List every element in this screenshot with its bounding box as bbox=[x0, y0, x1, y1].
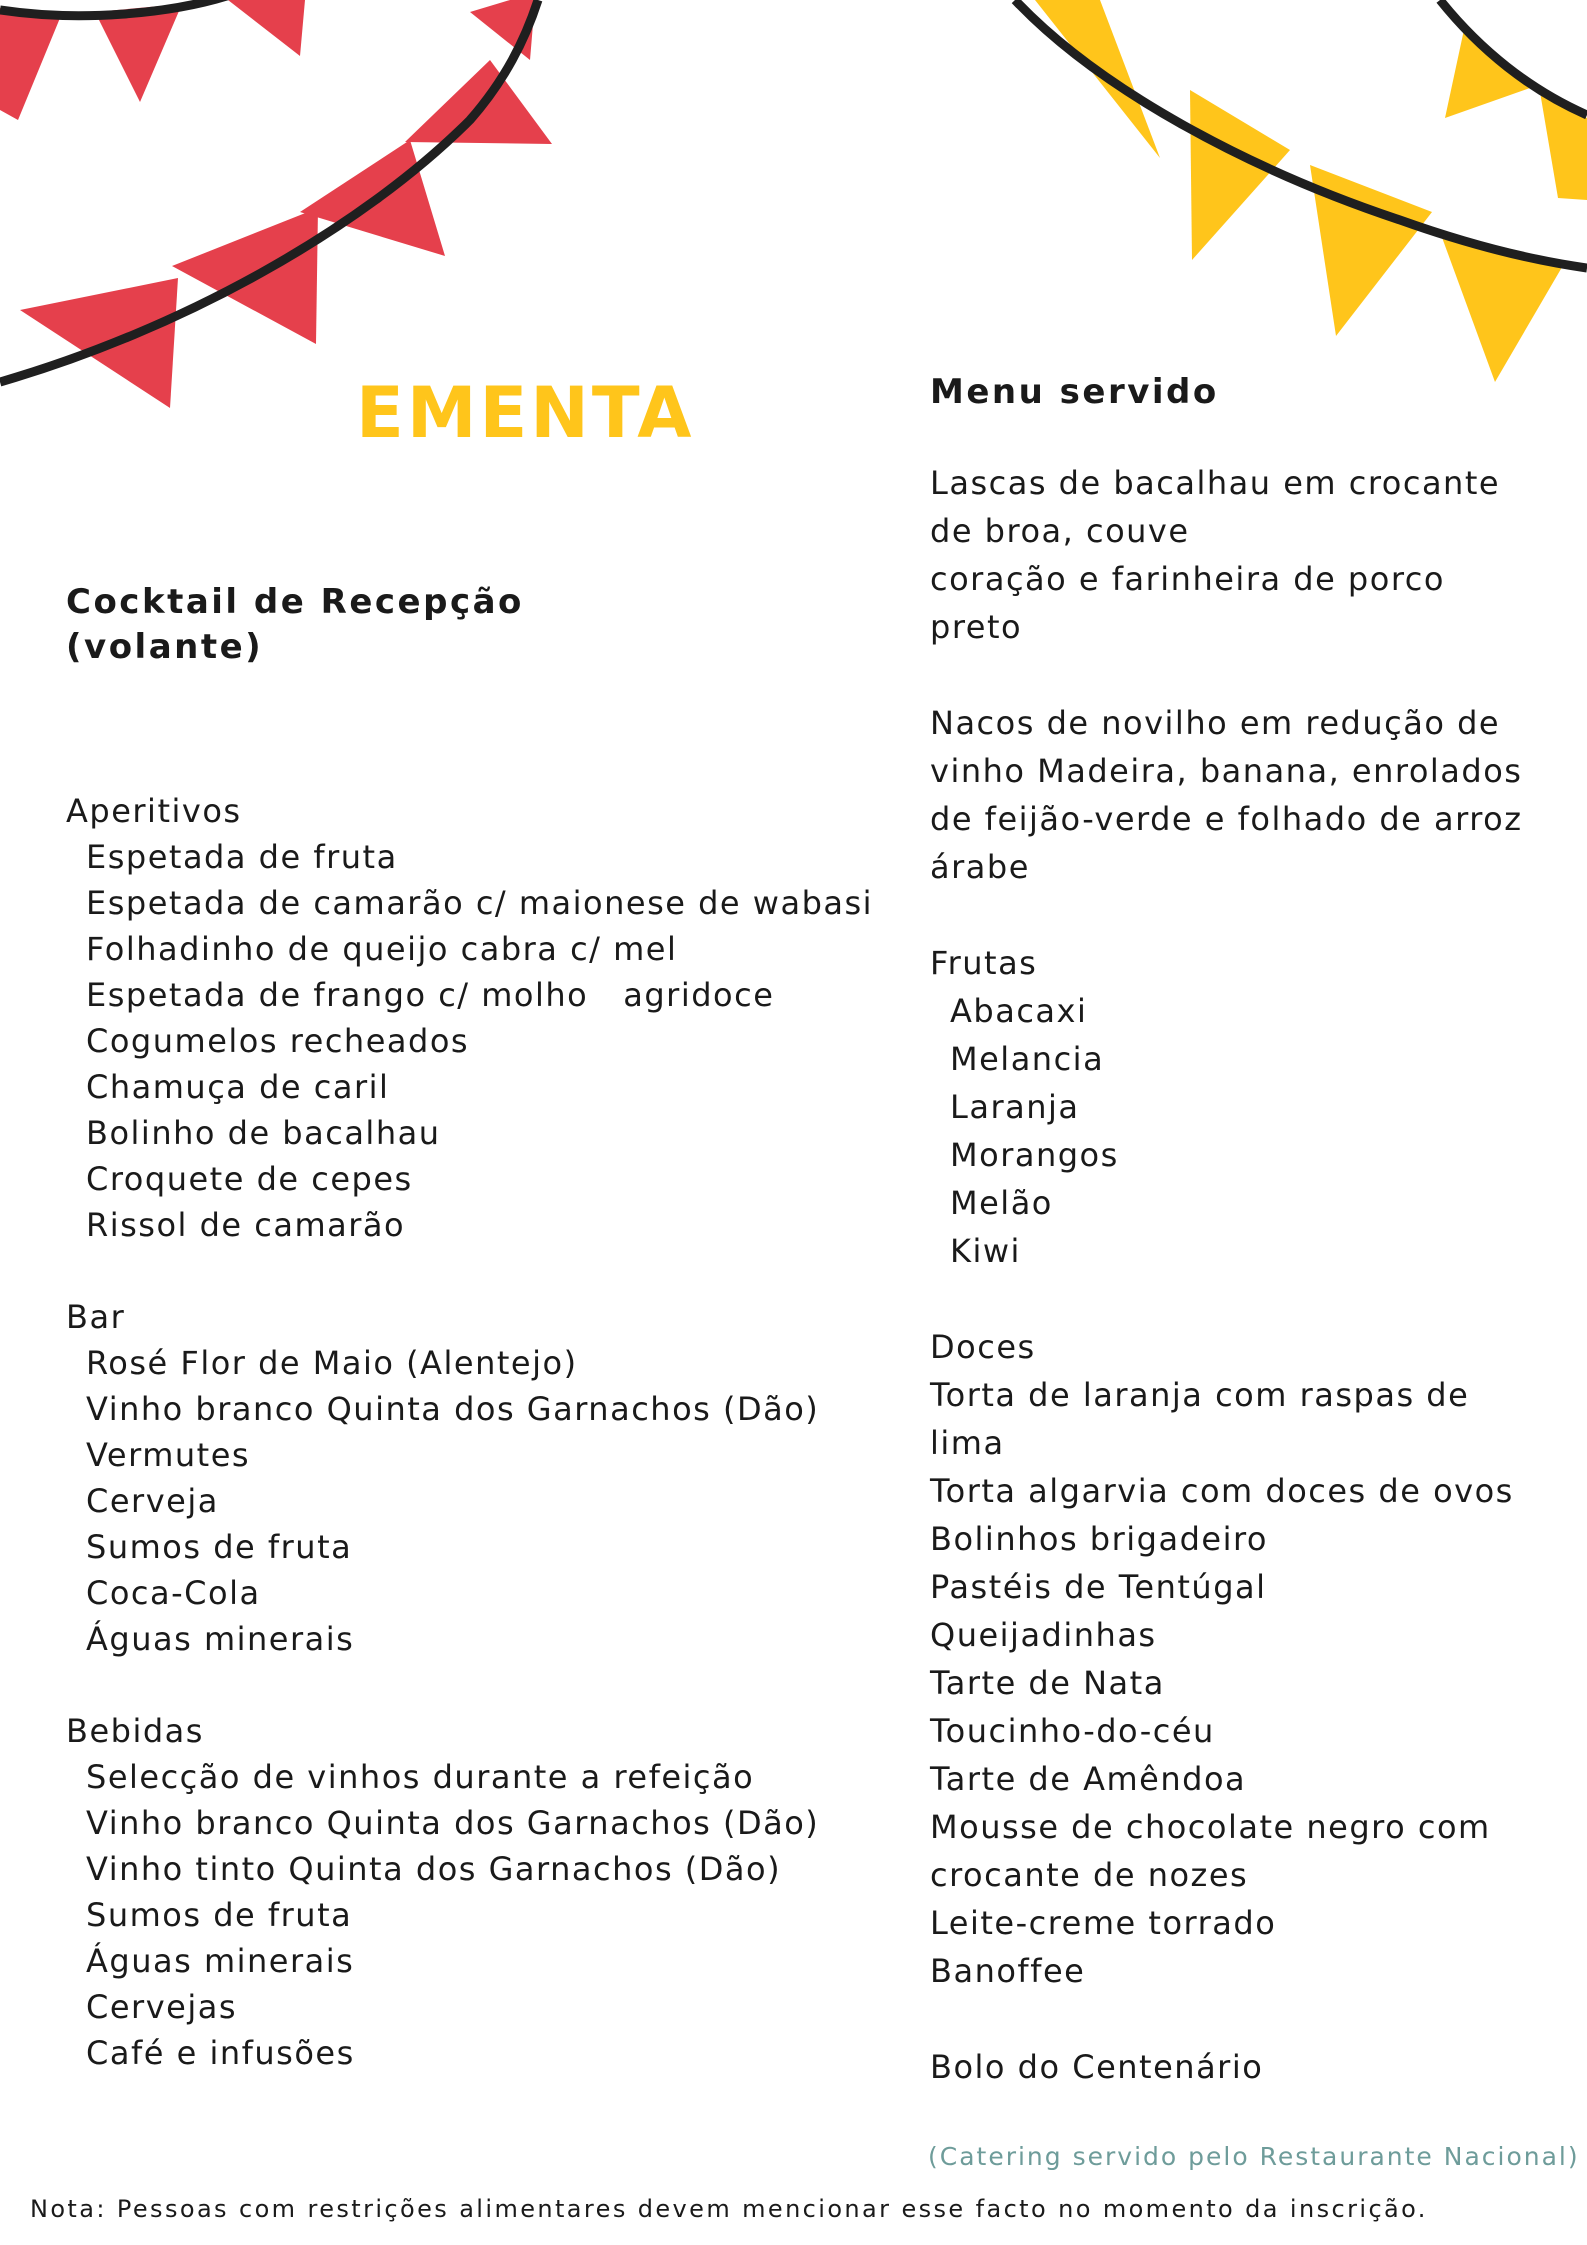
list-item: Melão bbox=[950, 1184, 1053, 1222]
spacer bbox=[66, 1662, 886, 1708]
list-item: Águas minerais bbox=[86, 1620, 355, 1658]
cake-item: Bolo do Centenário bbox=[930, 2048, 1264, 2086]
list-item: Espetada de camarão c/ maionese de wabasi bbox=[86, 884, 874, 922]
group-label-bebidas: Bebidas bbox=[66, 1712, 204, 1750]
list-item: Águas minerais bbox=[86, 1942, 355, 1980]
list-item: Chamuça de caril bbox=[86, 1068, 390, 1106]
list-item: Vinho branco Quinta dos Garnachos (Dão) bbox=[86, 1804, 820, 1842]
list-item: Selecção de vinhos durante a refeição bbox=[86, 1758, 755, 1796]
list-item: Espetada de frango c/ molho agridoce bbox=[86, 976, 775, 1014]
group-label-frutas: Frutas bbox=[930, 944, 1038, 982]
group-label-bar: Bar bbox=[66, 1298, 126, 1336]
list-item: Kiwi bbox=[950, 1232, 1021, 1270]
spacer bbox=[930, 891, 1570, 939]
cocktail-heading-line2: (volante) bbox=[66, 627, 264, 667]
red-bunting-top bbox=[0, 0, 305, 120]
page-title: EMENTA bbox=[356, 372, 695, 454]
menu-section bbox=[930, 370, 1570, 2091]
list-item: Folhadinho de queijo cabra c/ mel bbox=[86, 930, 678, 968]
list-item: Cerveja bbox=[86, 1482, 219, 1520]
list-item: Rissol de camarão bbox=[86, 1206, 406, 1244]
list-item: Sumos de fruta bbox=[86, 1528, 353, 1566]
cocktail-heading bbox=[66, 580, 886, 670]
list-item: Torta de laranja com raspas de bbox=[930, 1376, 1470, 1414]
list-item: lima bbox=[930, 1424, 1005, 1462]
list-item: Bolinho de bacalhau bbox=[86, 1114, 441, 1152]
list-item: Laranja bbox=[950, 1088, 1080, 1126]
dish-line: árabe bbox=[930, 848, 1030, 886]
list-item: Espetada de fruta bbox=[86, 838, 398, 876]
list-item: Morangos bbox=[950, 1136, 1119, 1174]
catering-credit: (Catering servido pelo Restaurante Nacional) bbox=[928, 2142, 1580, 2171]
dietary-note: Nota: Pessoas com restrições alimentares devem mencionar esse facto no momento da inscrição. bbox=[30, 2195, 1428, 2223]
list-item: Mousse de chocolate negro com bbox=[930, 1808, 1491, 1846]
list-item: Rosé Flor de Maio (Alentejo) bbox=[86, 1344, 578, 1382]
list-item: Vinho tinto Quinta dos Garnachos (Dão) bbox=[86, 1850, 782, 1888]
list-item: Torta algarvia com doces de ovos bbox=[930, 1472, 1514, 1510]
yellow-bunting-top bbox=[1440, 0, 1587, 200]
dish-line: preto bbox=[930, 608, 1023, 646]
spacer bbox=[930, 1275, 1570, 1323]
list-item: Leite-creme torrado bbox=[930, 1904, 1277, 1942]
list-item: Pastéis de Tentúgal bbox=[930, 1568, 1267, 1606]
list-item: Vinho branco Quinta dos Garnachos (Dão) bbox=[86, 1390, 820, 1428]
bunting-decoration bbox=[0, 0, 1587, 420]
list-item: Queijadinhas bbox=[930, 1616, 1157, 1654]
list-item: Bolinhos brigadeiro bbox=[930, 1520, 1268, 1558]
list-item: Cervejas bbox=[86, 1988, 237, 2026]
list-item: Cogumelos recheados bbox=[86, 1022, 470, 1060]
spacer bbox=[66, 1248, 886, 1294]
list-item: crocante de nozes bbox=[930, 1856, 1249, 1894]
cocktail-heading-line1: Cocktail de Recepção bbox=[66, 582, 524, 622]
group-label-aperitivos: Aperitivos bbox=[66, 792, 242, 830]
menu-list bbox=[930, 459, 1570, 2091]
menu-heading: Menu servido bbox=[930, 372, 1219, 412]
list-item: Toucinho-do-céu bbox=[930, 1712, 1215, 1750]
spacer bbox=[930, 651, 1570, 699]
group-label-doces: Doces bbox=[930, 1328, 1036, 1366]
dish-line: coração e farinheira de porco bbox=[930, 560, 1445, 598]
red-bunting-main bbox=[0, 0, 552, 408]
list-item: Vermutes bbox=[86, 1436, 251, 1474]
list-item: Abacaxi bbox=[950, 992, 1088, 1030]
spacer bbox=[930, 1995, 1570, 2043]
list-item: Café e infusões bbox=[86, 2034, 355, 2072]
cocktail-list bbox=[66, 788, 886, 2076]
dish-line: Lascas de bacalhau em crocante bbox=[930, 464, 1501, 502]
cocktail-section bbox=[66, 580, 886, 2076]
dish-line: vinho Madeira, banana, enrolados bbox=[930, 752, 1523, 790]
list-item: Banoffee bbox=[930, 1952, 1086, 1990]
list-item: Sumos de fruta bbox=[86, 1896, 353, 1934]
dish-line: de feijão-verde e folhado de arroz bbox=[930, 800, 1523, 838]
list-item: Melancia bbox=[950, 1040, 1105, 1078]
list-item: Croquete de cepes bbox=[86, 1160, 413, 1198]
list-item: Tarte de Nata bbox=[930, 1664, 1165, 1702]
dish-line: Nacos de novilho em redução de bbox=[930, 704, 1501, 742]
list-item: Coca-Cola bbox=[86, 1574, 261, 1612]
list-item: Tarte de Amêndoa bbox=[930, 1760, 1247, 1798]
dish-line: de broa, couve bbox=[930, 512, 1190, 550]
